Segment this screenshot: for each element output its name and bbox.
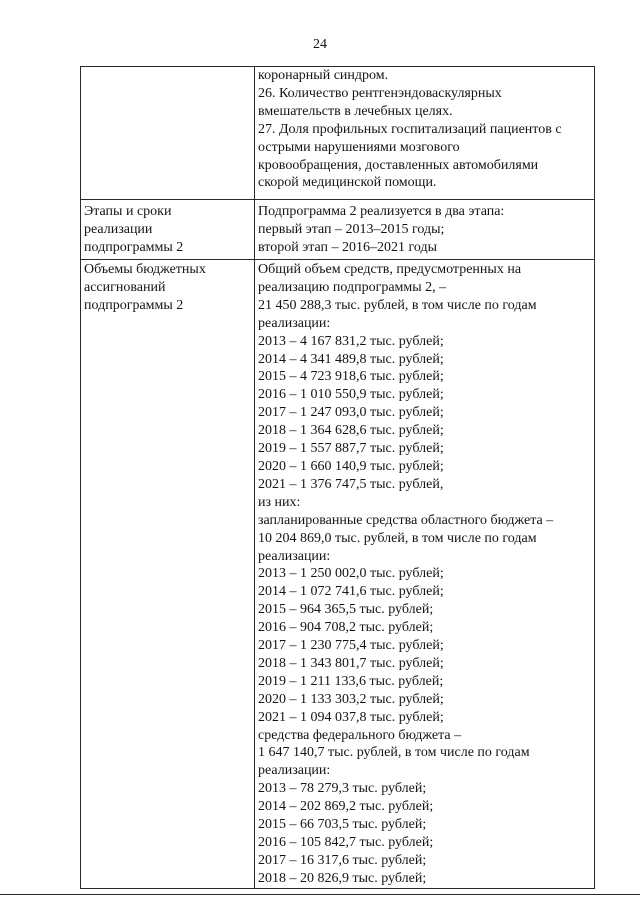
text-line: 2017 – 16 317,6 тыс. рублей; xyxy=(258,852,427,868)
text-line: ассигнований xyxy=(84,279,166,295)
text-line: кровообращения, доставленных автомобилями xyxy=(258,157,539,173)
text-line: 2017 – 1 247 093,0 тыс. рублей; xyxy=(258,405,444,421)
text-line: 2019 – 1 211 133,6 тыс. рублей; xyxy=(258,673,444,689)
text-line: 2018 – 1 343 801,7 тыс. рублей; xyxy=(258,655,444,671)
table-row-budget xyxy=(81,260,595,889)
table-row-stages xyxy=(81,200,595,260)
text-line: коронарный синдром. xyxy=(258,68,389,83)
text-line: Объемы бюджетных xyxy=(84,262,206,277)
text-line: 26. Количество рентгенэндоваскулярных xyxy=(258,85,502,101)
text-line: вмешательств в лечебных целях. xyxy=(258,103,453,119)
text-line: 2014 – 1 072 741,6 тыс. рублей; xyxy=(258,584,444,600)
text-line: Подпрограмма 2 реализуется в два этапа: xyxy=(258,204,505,219)
text-line: 21 450 288,3 тыс. рублей, в том числе по годам xyxy=(258,297,537,313)
row-label-cell xyxy=(81,260,255,889)
text-line: реализации: xyxy=(258,763,331,779)
text-line: Этапы и сроки xyxy=(84,204,172,219)
text-line: средства федерального бюджета – xyxy=(258,727,462,743)
text-line: 2014 – 202 869,2 тыс. рублей; xyxy=(258,799,434,815)
text-line: 2015 – 66 703,5 тыс. рублей; xyxy=(258,817,427,833)
text-line: 2016 – 1 010 550,9 тыс. рублей; xyxy=(258,387,444,403)
text-line: 2017 – 1 230 775,4 тыс. рублей; xyxy=(258,638,444,654)
row-label-cell xyxy=(81,200,255,260)
row-content-cell xyxy=(255,67,595,200)
text-line: подпрограммы 2 xyxy=(84,239,184,255)
text-line: 27. Доля профильных госпитализаций пациентов с xyxy=(258,121,562,137)
row-content-cell xyxy=(255,200,595,260)
text-line: 2016 – 904 708,2 тыс. рублей; xyxy=(258,620,434,636)
text-line: реализации: xyxy=(258,315,331,331)
text-line: первый этап – 2013–2015 годы; xyxy=(258,221,445,237)
text-line: скорой медицинской помощи. xyxy=(258,175,437,191)
text-line: 2018 – 1 364 628,6 тыс. рублей; xyxy=(258,423,444,439)
text-line: из них: xyxy=(258,494,301,510)
text-line: 1 647 140,7 тыс. рублей, в том числе по годам xyxy=(258,745,530,761)
text-line: 2013 – 78 279,3 тыс. рублей; xyxy=(258,781,427,797)
text-line: 2014 – 4 341 489,8 тыс. рублей; xyxy=(258,351,444,367)
text-line: реализации xyxy=(84,221,153,237)
text-line: реализации: xyxy=(258,548,331,564)
text-line: 2021 – 1 376 747,5 тыс. рублей, xyxy=(258,476,444,492)
text-line: 2018 – 20 826,9 тыс. рублей; xyxy=(258,870,427,886)
text-line: 2021 – 1 094 037,8 тыс. рублей; xyxy=(258,709,444,725)
text-line: острыми нарушениями мозгового xyxy=(258,139,460,155)
text-line: 10 204 869,0 тыс. рублей, в том числе по годам xyxy=(258,530,537,546)
text-line: 2016 – 105 842,7 тыс. рублей; xyxy=(258,835,434,850)
text-line: 2020 – 1 660 140,9 тыс. рублей; xyxy=(258,458,444,474)
row-content-cell xyxy=(255,260,595,889)
text-line: 2015 – 4 723 918,6 тыс. рублей; xyxy=(258,369,444,385)
text-line: реализацию подпрограммы 2, – xyxy=(258,279,447,295)
text-line: Общий объем средств, предусмотренных на xyxy=(258,262,522,277)
text-line: 2015 – 964 365,5 тыс. рублей; xyxy=(258,602,434,618)
page-number: 24 xyxy=(313,37,327,52)
page-bottom-rule xyxy=(0,894,640,895)
text-line: запланированные средства областного бюджета – xyxy=(258,512,554,528)
text-line: 2020 – 1 133 303,2 тыс. рублей; xyxy=(258,691,444,707)
text-line: 2013 – 1 250 002,0 тыс. рублей; xyxy=(258,566,444,582)
subprogram-passport-table xyxy=(80,66,595,889)
text-line: второй этап – 2016–2021 годы xyxy=(258,239,438,255)
row-label-cell xyxy=(81,67,255,200)
text-line: 2019 – 1 557 887,7 тыс. рублей; xyxy=(258,441,444,457)
table-row-indicators-continued xyxy=(81,67,595,200)
text-line: подпрограммы 2 xyxy=(84,297,184,313)
text-line: 2013 – 4 167 831,2 тыс. рублей; xyxy=(258,333,444,349)
